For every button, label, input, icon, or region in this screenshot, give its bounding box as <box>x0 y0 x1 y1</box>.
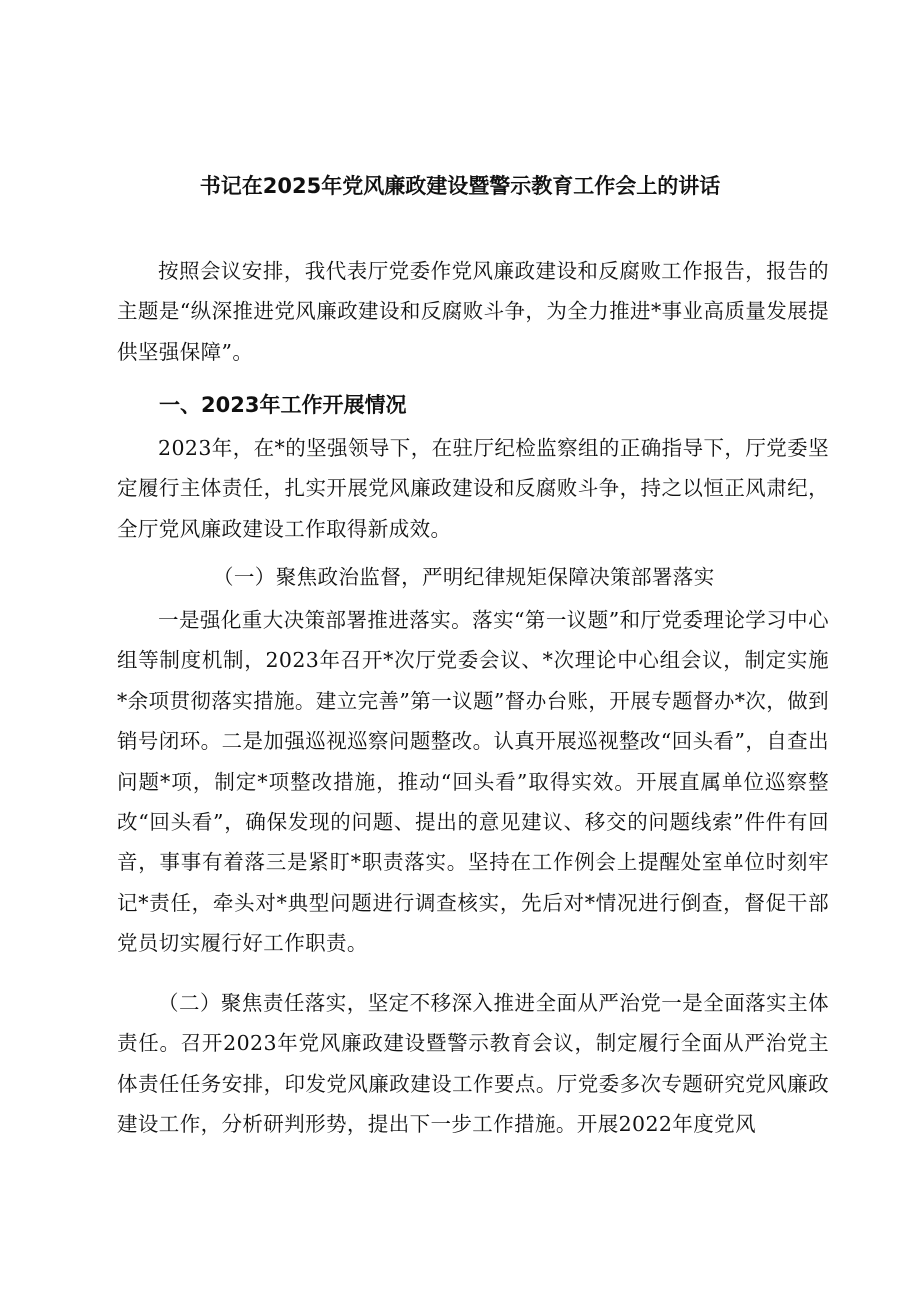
section-paragraph: 2023年，在*的坚强领导下，在驻厅纪检监察组的正确指导下，厅党委坚定履行主体责任，扎实开展党风廉政建设和反腐败斗争，持之以恒正风肃纪，全厅党风廉政建设工作取得新成效。 <box>117 436 829 541</box>
intro-paragraph: 按照会议安排，我代表厅党委作党风廉政建设和反腐败工作报告，报告的主题是“纵深推进党风廉政建设和反腐败斗争，为全力推进*事业高质量发展提供坚强保障”。 <box>117 259 829 364</box>
subsection-paragraph-2: （二）聚焦责任落实，坚定不移深入推进全面从严治党一是全面落实主体责任。召开2023年党风廉政建设暨警示教育会议，制定履行全面从严治党主体责任任务安排，印发党风廉政建设工作要点。厅党委多次专题研究党风廉政建设工作，分析研判形势，提出下一步工作措施。开展2022年度党风 <box>117 991 829 1137</box>
section-heading: 一、2023年工作开展情况 <box>159 393 407 417</box>
subsection-paragraph: 一是强化重大决策部署推进落实。落实“第一议题”和厅党委理论学习中心组等制度机制，2023年召开*次厅党委会议、*次理论中心组会议，制定实施*余项贯彻落实措施。建立完善”第一议题”督办台账，开展专题督办*次，做到销号闭环。二是加强巡视巡察问题整改。认真开展巡视整改“回头看”，自查出问题*项，制定*项整改措施，推动“回头看”取得实效。开展直属单位巡察整改“回头看”，确保发现的问题、提出的意见建议、移交的问题线索”件件有回音，事事有着落三是紧盯*职责落实。坚持在工作例会上提醒处室单位时刻牢记*责任，牵头对*典型问题进行调查核实，先后对*情况进行倒查，督促干部党员切实履行好工作职责。 <box>117 608 829 956</box>
document-title: 书记在2025年党风廉政建设暨警示教育工作会上的讲话 <box>199 174 721 198</box>
subsection-heading: （一）聚焦政治监督，严明纪律规矩保障决策部署落实 <box>213 565 715 589</box>
